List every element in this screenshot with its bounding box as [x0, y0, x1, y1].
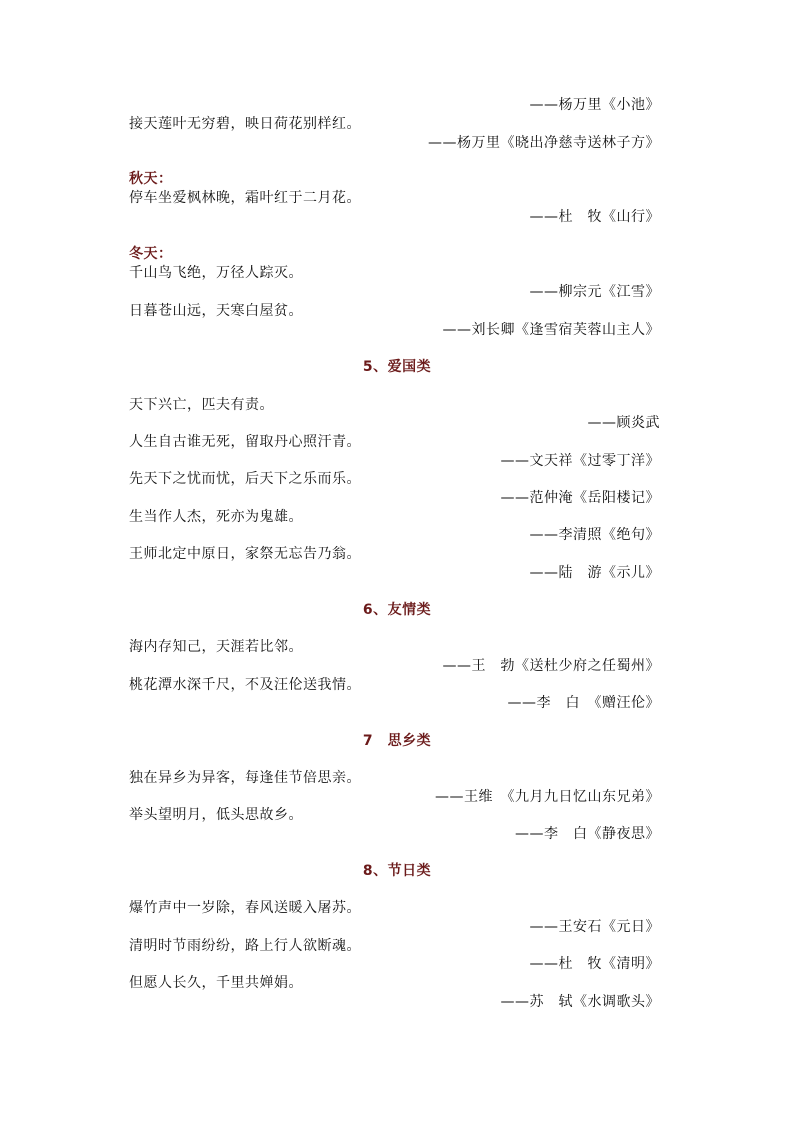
attribution: ——李 白《静夜思》 — [515, 826, 660, 842]
attribution: ——王 勃《送杜少府之任蜀州》 — [442, 658, 660, 674]
attribution: ——李清照《绝句》 — [529, 527, 660, 543]
poem-line: 先天下之忧而忧，后天下之乐而乐。 — [129, 471, 361, 487]
poem-line: 人生自古谁无死，留取丹心照汗青。 — [129, 434, 361, 450]
attribution: ——王维 《九月九日忆山东兄弟》 — [435, 789, 660, 805]
attribution: ——苏 轼《水调歌头》 — [500, 994, 660, 1010]
poem-line: 桃花潭水深千尺，不及汪伦送我情。 — [129, 677, 361, 693]
season-heading-winter: 冬天： — [129, 246, 173, 262]
poem-line: 清明时节雨纷纷，路上行人欲断魂。 — [129, 938, 361, 954]
attribution: ——杜 牧《清明》 — [529, 956, 660, 972]
attribution: ——王安石《元日》 — [529, 919, 660, 935]
poem-line: 千山鸟飞绝，万径人踪灭。 — [129, 265, 303, 281]
attribution: ——文天祥《过零丁洋》 — [500, 453, 660, 469]
section-heading-homesick: 7 思乡类 — [362, 733, 432, 749]
attribution: ——顾炎武 — [587, 415, 660, 431]
attribution: ——杨万里《小池》 — [529, 97, 660, 113]
section-heading-festivals: 8、节日类 — [362, 863, 432, 879]
attribution: ——杜 牧《山行》 — [529, 209, 660, 225]
season-heading-autumn: 秋天： — [129, 171, 173, 187]
attribution: ——李 白 《赠汪伦》 — [507, 695, 660, 711]
poem-line: 天下兴亡，匹夫有责。 — [129, 397, 274, 413]
section-heading-friendship: 6、友情类 — [362, 602, 432, 618]
poem-line: 日暮苍山远，天寒白屋贫。 — [129, 303, 303, 319]
poem-line: 举头望明月，低头思故乡。 — [129, 807, 303, 823]
poem-line: 接天莲叶无穷碧，映日荷花别样红。 — [129, 116, 361, 132]
attribution: ——范仲淹《岳阳楼记》 — [500, 490, 660, 506]
attribution: ——柳宗元《江雪》 — [529, 284, 660, 300]
poem-line: 海内存知己，天涯若比邻。 — [129, 639, 303, 655]
poem-line: 生当作人杰，死亦为鬼雄。 — [129, 509, 303, 525]
attribution: ——杨万里《晓出净慈寺送林子方》 — [428, 135, 660, 151]
poem-line: 但愿人长久，千里共婵娟。 — [129, 975, 303, 991]
attribution: ——陆 游《示儿》 — [529, 565, 660, 581]
attribution: ——刘长卿《逢雪宿芙蓉山主人》 — [442, 322, 660, 338]
poem-line: 王师北定中原日，家祭无忘告乃翁。 — [129, 546, 361, 562]
poem-line: 爆竹声中一岁除，春风送暖入屠苏。 — [129, 900, 361, 916]
poem-line: 停车坐爱枫林晚，霜叶红于二月花。 — [129, 190, 361, 206]
poem-line: 独在异乡为异客，每逢佳节倍思亲。 — [129, 770, 361, 786]
section-heading-patriotism: 5、爱国类 — [362, 359, 432, 375]
